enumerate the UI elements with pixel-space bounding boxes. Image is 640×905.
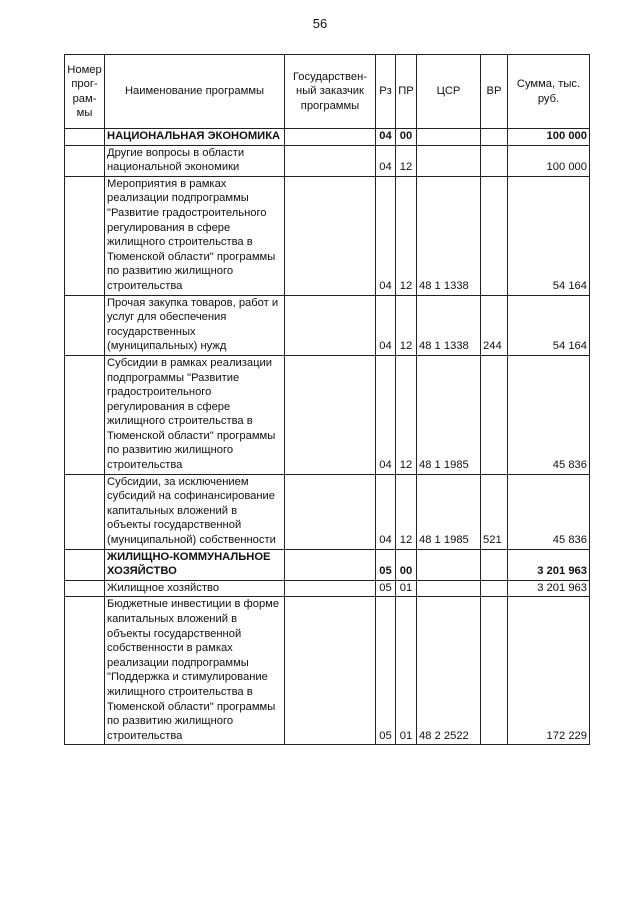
- cell-state-customer: [285, 597, 376, 745]
- cell-program-name: Мероприятия в рамках реализации подпрограммы "Развитие градостроительного регулирования в сфере жилищного строительства в Тюменской области" программы по развитию жилищного строительства: [105, 176, 285, 295]
- cell-program-name: Субсидии, за исключением субсидий на софинансирование капитальных вложений в объекты государственной (муниципальной) собственности: [105, 474, 285, 549]
- cell-csr: [417, 580, 481, 597]
- cell-vr: [481, 580, 508, 597]
- cell-program-name: Субсидии в рамках реализации подпрограммы "Развитие градостроительного регулирования в сфере жилищного строительства в Тюменской области" программы по развитию жилищного строительства: [105, 355, 285, 474]
- cell-sum: 3 201 963: [508, 549, 590, 580]
- cell-rz: 04: [376, 355, 396, 474]
- table-row: [65, 145, 590, 176]
- cell-program-name: Прочая закупка товаров, работ и услуг для обеспечения государственных (муниципальных) нужд: [105, 295, 285, 355]
- cell-pr: 12: [396, 145, 417, 176]
- header-program-name: Наименование программы: [105, 55, 285, 129]
- cell-state-customer: [285, 176, 376, 295]
- cell-csr: 48 1 1338: [417, 176, 481, 295]
- cell-sum: 172 229: [508, 597, 590, 745]
- cell-vr: [481, 145, 508, 176]
- cell-state-customer: [285, 129, 376, 146]
- cell-csr: 48 1 1985: [417, 474, 481, 549]
- cell-state-customer: [285, 474, 376, 549]
- header-pr: ПР: [396, 55, 417, 129]
- table-row: [65, 176, 590, 295]
- cell-program-number: [65, 549, 105, 580]
- cell-rz: 04: [376, 474, 396, 549]
- table-row: [65, 295, 590, 355]
- cell-state-customer: [285, 145, 376, 176]
- cell-pr: 12: [396, 295, 417, 355]
- page-number: 56: [312, 16, 328, 31]
- cell-program-number: [65, 295, 105, 355]
- cell-state-customer: [285, 549, 376, 580]
- cell-program-name: Бюджетные инвестиции в форме капитальных вложений в объекты государственной собственности в рамках реализации подпрограммы "Поддержка и стимулирование жилищного строительства в Тюменской области" программы по развитию жилищного строительства: [105, 597, 285, 745]
- table-row: [65, 474, 590, 549]
- header-program-number: Номер прог- рам- мы: [65, 55, 105, 129]
- cell-rz: 05: [376, 549, 396, 580]
- cell-vr: 244: [481, 295, 508, 355]
- cell-rz: 04: [376, 176, 396, 295]
- table-row: [65, 355, 590, 474]
- cell-rz: 04: [376, 145, 396, 176]
- cell-program-number: [65, 129, 105, 146]
- section-row: [65, 549, 590, 580]
- cell-rz: 05: [376, 580, 396, 597]
- cell-pr: 12: [396, 176, 417, 295]
- cell-program-name: Жилищное хозяйство: [105, 580, 285, 597]
- cell-vr: [481, 549, 508, 580]
- cell-state-customer: [285, 355, 376, 474]
- cell-sum: 45 836: [508, 355, 590, 474]
- cell-vr: [481, 129, 508, 146]
- table-header-row: [65, 55, 590, 129]
- cell-program-number: [65, 176, 105, 295]
- cell-pr: 01: [396, 580, 417, 597]
- section-row: [65, 129, 590, 146]
- cell-csr: [417, 145, 481, 176]
- cell-state-customer: [285, 295, 376, 355]
- budget-table: [64, 54, 590, 745]
- cell-pr: 12: [396, 474, 417, 549]
- cell-vr: [481, 355, 508, 474]
- cell-vr: [481, 176, 508, 295]
- cell-rz: 05: [376, 597, 396, 745]
- cell-rz: 04: [376, 129, 396, 146]
- cell-pr: 12: [396, 355, 417, 474]
- cell-csr: [417, 129, 481, 146]
- cell-program-number: [65, 474, 105, 549]
- cell-sum: 3 201 963: [508, 580, 590, 597]
- header-sum: Сумма, тыс. руб.: [508, 55, 590, 129]
- cell-csr: 48 1 1338: [417, 295, 481, 355]
- cell-program-name: НАЦИОНАЛЬНАЯ ЭКОНОМИКА: [105, 129, 285, 146]
- cell-pr: 01: [396, 597, 417, 745]
- table-row: [65, 580, 590, 597]
- cell-sum: 54 164: [508, 176, 590, 295]
- cell-sum: 45 836: [508, 474, 590, 549]
- cell-vr: 521: [481, 474, 508, 549]
- cell-program-number: [65, 597, 105, 745]
- header-state-customer: Государствен- ный заказчик программы: [285, 55, 376, 129]
- cell-pr: 00: [396, 129, 417, 146]
- table-row: [65, 597, 590, 745]
- cell-program-name: Другие вопросы в области национальной экономики: [105, 145, 285, 176]
- cell-program-number: [65, 355, 105, 474]
- cell-program-number: [65, 145, 105, 176]
- cell-program-name: ЖИЛИЩНО-КОММУНАЛЬНОЕ ХОЗЯЙСТВО: [105, 549, 285, 580]
- cell-sum: 100 000: [508, 145, 590, 176]
- cell-csr: 48 2 2522: [417, 597, 481, 745]
- cell-program-number: [65, 580, 105, 597]
- header-vr: ВР: [481, 55, 508, 129]
- cell-sum: 100 000: [508, 129, 590, 146]
- header-rz: Рз: [376, 55, 396, 129]
- cell-state-customer: [285, 580, 376, 597]
- cell-rz: 04: [376, 295, 396, 355]
- cell-csr: 48 1 1985: [417, 355, 481, 474]
- table-body: [65, 129, 590, 745]
- cell-csr: [417, 549, 481, 580]
- header-csr: ЦСР: [417, 55, 481, 129]
- cell-vr: [481, 597, 508, 745]
- cell-pr: 00: [396, 549, 417, 580]
- cell-sum: 54 164: [508, 295, 590, 355]
